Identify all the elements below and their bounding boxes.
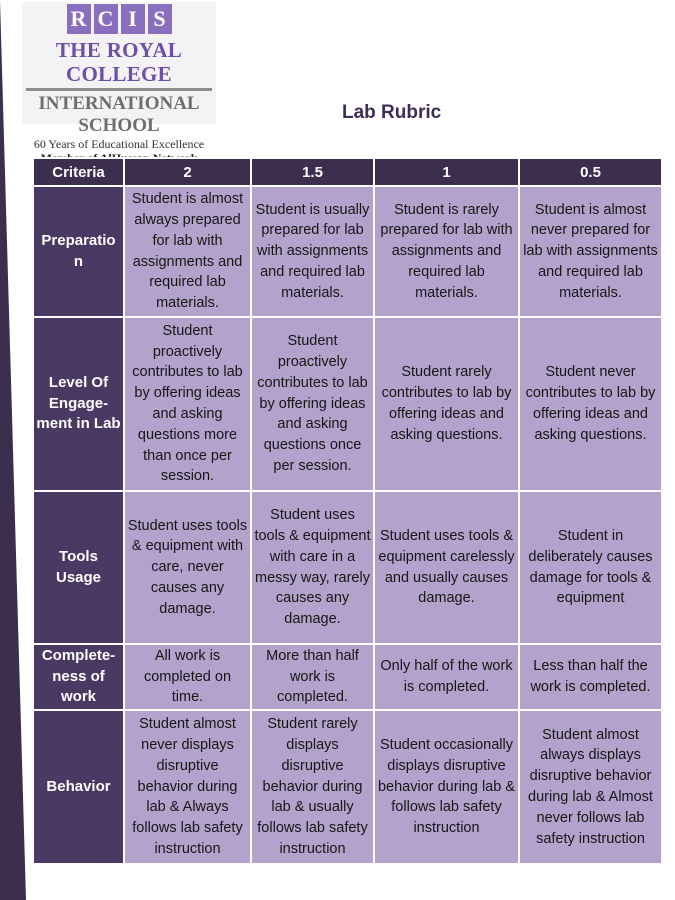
rubric-cell: Student is rarely prepared for lab with assignments and required lab materials. <box>374 186 519 317</box>
logo-letter: R <box>67 4 91 34</box>
logo-letters <box>22 4 216 36</box>
rubric-cell: Student is usually prepared for lab with assignments and required lab materials. <box>251 186 374 317</box>
header-score-2: 2 <box>124 158 251 186</box>
header-score-1-5: 1.5 <box>251 158 374 186</box>
table-row <box>33 491 662 644</box>
logo-letter: S <box>148 4 172 34</box>
rubric-cell: Student almost never displays disruptive behavior during lab & Always follows lab safety instruction <box>124 710 251 864</box>
school-name: THE ROYAL COLLEGE <box>55 38 183 86</box>
rubric-cell: Student uses tools & equipment with care, never causes any damage. <box>124 491 251 644</box>
rubric-cell: Student almost always displays disruptive behavior during lab & Almost never follows lab safety instruction <box>519 710 662 864</box>
rubric-cell: Student is almost never prepared for lab with assignments and required lab materials. <box>519 186 662 317</box>
rubric-cell: Student occasionally displays disruptive behavior during lab & follows lab safety instruction <box>374 710 519 864</box>
criteria-cell: Level Of Engage-ment in Lab <box>33 317 124 491</box>
rubric-cell: Student uses tools & equipment with care in a messy way, rarely causes any damage. <box>251 491 374 644</box>
rubric-cell: Less than half the work is completed. <box>519 644 662 710</box>
rubric-cell: Student uses tools & equipment carelessly and usually causes damage. <box>374 491 519 644</box>
criteria-cell: Tools Usage <box>33 491 124 644</box>
rubric-cell: Student is almost always prepared for lab with assignments and required lab materials. <box>124 186 251 317</box>
criteria-cell: Behavior <box>33 710 124 864</box>
criteria-cell: Complete-ness of work <box>33 644 124 710</box>
header-row <box>33 158 662 186</box>
page-title: Lab Rubric <box>342 102 442 123</box>
header-score-0-5: 0.5 <box>519 158 662 186</box>
table-row <box>33 710 662 864</box>
rubric-cell: Student proactively contributes to lab by offering ideas and asking questions once per session. <box>251 317 374 491</box>
logo-letter: C <box>94 4 118 34</box>
school-logo <box>22 2 216 151</box>
rubric-table <box>32 157 663 865</box>
table-row <box>33 317 662 491</box>
rubric-cell: Student rarely displays disruptive behavior during lab & usually follows lab safety instruction <box>251 710 374 864</box>
logo-divider <box>26 88 212 91</box>
school-tagline: 60 Years of Educational Excellence <box>33 137 205 151</box>
header-criteria: Criteria <box>33 158 124 186</box>
rubric-cell: Student never contributes to lab by offering ideas and asking questions. <box>519 317 662 491</box>
rubric-cell: Student in deliberately causes damage for tools & equipment <box>519 491 662 644</box>
logo-letter: I <box>121 4 145 34</box>
rubric-cell: Student rarely contributes to lab by offering ideas and asking questions. <box>374 317 519 491</box>
rubric-cell: All work is completed on time. <box>124 644 251 710</box>
school-subtitle: INTERNATIONAL SCHOOL <box>38 93 200 136</box>
table-row <box>33 644 662 710</box>
criteria-cell: Preparatio n <box>33 186 124 317</box>
rubric-cell: Only half of the work is completed. <box>374 644 519 710</box>
rubric-cell: More than half work is completed. <box>251 644 374 710</box>
rubric-cell: Student proactively contributes to lab by offering ideas and asking questions more than once per session. <box>124 317 251 491</box>
header-score-1: 1 <box>374 158 519 186</box>
table-row <box>33 186 662 317</box>
